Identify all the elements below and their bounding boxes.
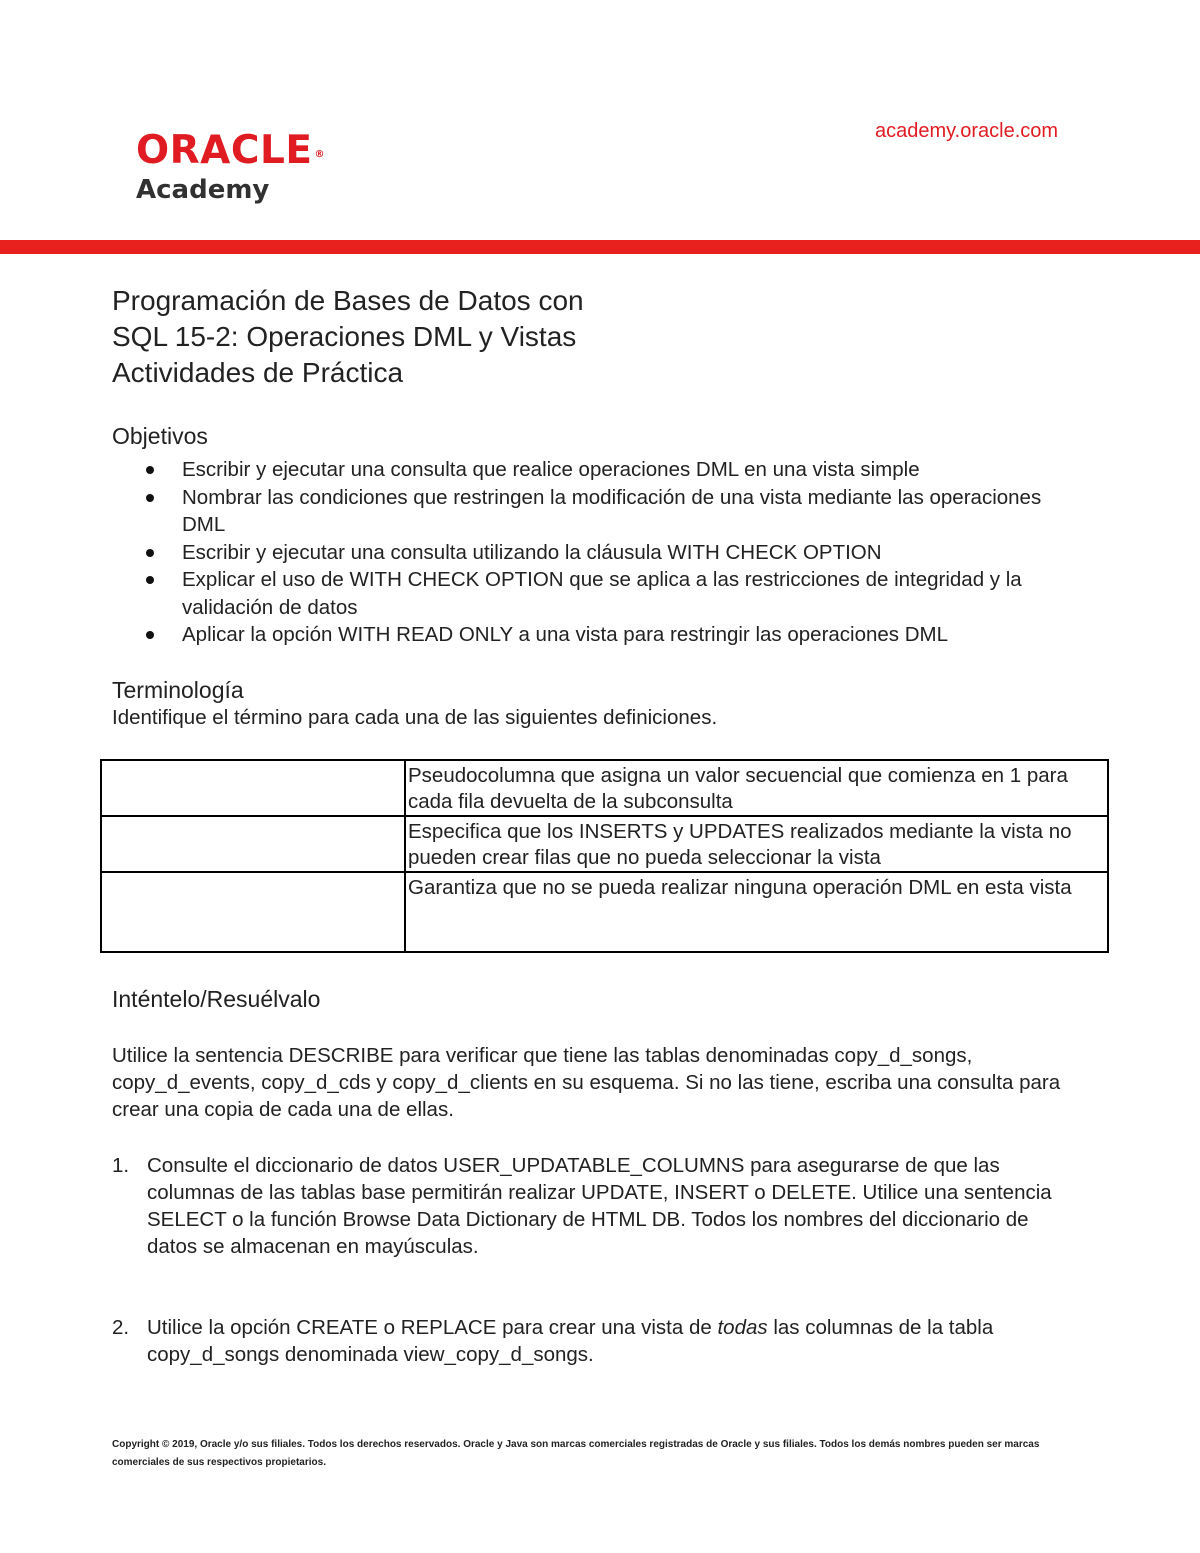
table-row bbox=[101, 760, 1108, 816]
table-row bbox=[101, 816, 1108, 872]
exercise-text: Utilice la opción CREATE o REPLACE para crear una vista de todas las columnas de la tabla copy_d_songs denominada view_copy_d_songs. bbox=[147, 1316, 994, 1366]
term-answer-cell[interactable] bbox=[101, 816, 405, 872]
bullet-icon bbox=[146, 576, 154, 584]
objective-item: Nombrar las condiciones que restringen la modificación de una vista mediante las operaciones DML bbox=[140, 484, 1080, 539]
page-title bbox=[112, 283, 584, 391]
logo-subtitle: Academy bbox=[136, 175, 270, 205]
term-answer-cell[interactable] bbox=[101, 760, 405, 816]
term-answer-cell[interactable] bbox=[101, 872, 405, 952]
try-it-heading: Inténtelo/Resuélvalo bbox=[112, 986, 321, 1012]
try-it-intro: Utilice la sentencia DESCRIBE para verificar que tiene las tablas denominadas copy_d_songs, copy_d_events, copy_d_cds y copy_d_clients en su esquema. Si no las tiene, escriba una consulta para crear una copia de cada una de ellas. bbox=[112, 1044, 1061, 1121]
objective-item: Explicar el uso de WITH CHECK OPTION que se aplica a las restricciones de integridad y la validación de datos bbox=[140, 566, 1080, 621]
title-line-2: SQL 15-2: Operaciones DML y Vistas bbox=[112, 321, 577, 352]
bullet-icon bbox=[146, 494, 154, 502]
objectives-heading: Objetivos bbox=[112, 423, 208, 449]
objective-item: Aplicar la opción WITH READ ONLY a una vista para restringir las operaciones DML bbox=[140, 621, 1080, 649]
title-line-3: Actividades de Práctica bbox=[112, 357, 404, 388]
bullet-icon bbox=[146, 549, 154, 557]
definition-cell: Pseudocolumna que asigna un valor secuencial que comienza en 1 para cada fila devuelta de la subconsulta bbox=[405, 760, 1108, 816]
title-line-1: Programación de Bases de Datos con bbox=[112, 285, 584, 316]
objective-item: Escribir y ejecutar una consulta utilizando la cláusula WITH CHECK OPTION bbox=[140, 539, 1080, 567]
oracle-academy-logo bbox=[136, 128, 325, 205]
terminology-intro: Identifique el término para cada una de las siguientes definiciones. bbox=[112, 706, 718, 729]
site-link[interactable]: academy.oracle.com bbox=[875, 120, 1059, 142]
objective-item: Escribir y ejecutar una consulta que realice operaciones DML en una vista simple bbox=[140, 456, 1080, 484]
exercise-number: 2. bbox=[112, 1316, 130, 1339]
bullet-icon bbox=[146, 466, 154, 474]
definition-cell: Especifica que los INSERTS y UPDATES realizados mediante la vista no pueden crear filas que no pueda seleccionar la vista bbox=[405, 816, 1108, 872]
bullet-icon bbox=[146, 631, 154, 639]
definition-cell: Garantiza que no se pueda realizar ninguna operación DML en esta vista bbox=[405, 872, 1108, 952]
objectives-list bbox=[140, 456, 1080, 649]
terminology-table bbox=[100, 759, 1109, 953]
terminology-heading: Terminología bbox=[112, 677, 244, 703]
exercise-number: 1. bbox=[112, 1154, 130, 1177]
emphasis-text: todas bbox=[717, 1316, 768, 1339]
exercise-item bbox=[112, 1152, 1072, 1260]
logo-brand: ORACLE ® bbox=[136, 128, 325, 173]
exercise-item bbox=[112, 1314, 1072, 1368]
exercise-text: Consulte el diccionario de datos USER_UPDATABLE_COLUMNS para asegurarse de que las columnas de las tablas base permitirán realizar UPDATE, INSERT o DELETE. Utilice una sentencia SELECT o la función Browse Data Dictionary de HTML DB. Todos los nombres del diccionario de datos se almacenan en mayúsculas. bbox=[147, 1154, 1052, 1258]
copyright-footer: Copyright © 2019, Oracle y/o sus filiales. Todos los derechos reservados. Oracle y Java son marcas comerciales registradas de Oracle y sus filiales. Todos los demás nombres pueden ser marcas comerciales de sus respectivos propietarios. bbox=[112, 1439, 1040, 1468]
header-divider-band bbox=[0, 240, 1200, 254]
table-row bbox=[101, 872, 1108, 952]
